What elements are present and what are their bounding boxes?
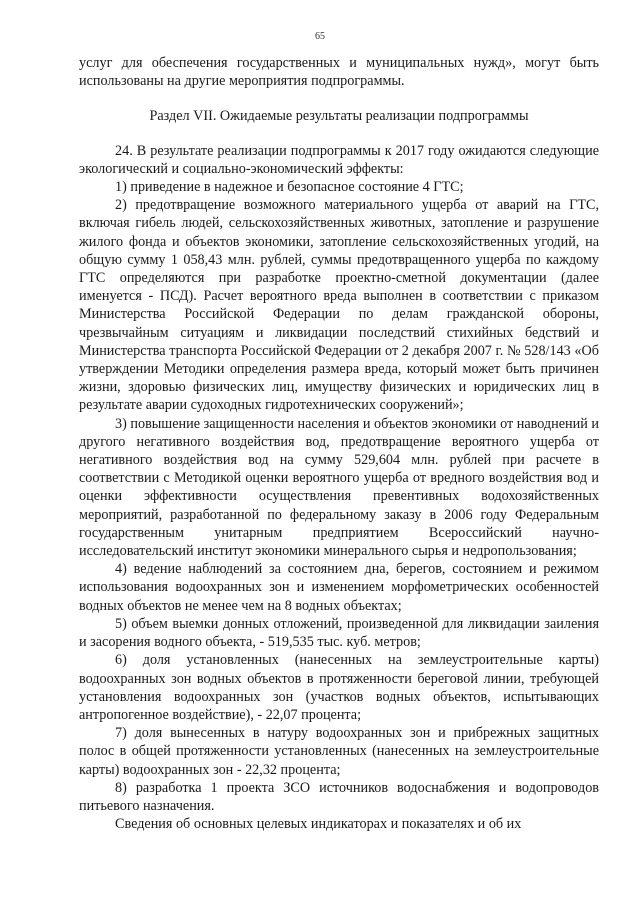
list-item-3: 3) повышение защищенности населения и объектов экономики от наводнений и другого негативного воздействия вод, предотвращение вероятного ущерба от негативного воздействия вод на сумму 529,604 млн. рублей при расчете в соответствии с Методикой оценки вероятного ущерба от вредного воздействия вод и оценки эффективности осуществления превентивных водохозяйственных мероприятий, разработанной по федеральному заказу в 2006 году Федеральным государственным унитарным предприятием Всероссийский научно-исследовательский институт экономики минерального сырья и недропользования; bbox=[79, 415, 599, 560]
section-heading: Раздел VII. Ожидаемые результаты реализации подпрограммы bbox=[149, 108, 529, 125]
list-item-5: 5) объем выемки донных отложений, произведенной для ликвидации заиления и засорения водного объекта, - 519,535 тыс. куб. метров; bbox=[79, 615, 599, 651]
document-body bbox=[79, 54, 599, 833]
list-item-7: 7) доля вынесенных в натуру водоохранных зон и прибрежных защитных полос в общей протяженности установленных (нанесенных на землеустроительные карты) водоохранных зон - 22,32 процента; bbox=[79, 725, 599, 778]
list-item-2: 2) предотвращение возможного материального ущерба от аварий на ГТС, включая гибель людей, сельскохозяйственных животных, затопление и разрушение жилого фонда и объектов экономики, затопление сельскохозяйственных угодий, на общую сумму 1 058,43 млн. рублей, суммы предотвращенного ущерба по каждому ГТС определяются при разработке проектно-сметной документации (далее именуется - ПСД). Расчет вероятного вреда выполнен в соответствии с приказом Министерства Российской Федерации по делам гражданской обороны, чрезвычайным ситуациям и ликвидации последствий стихийных бедствий и Министерства транспорта Российской Федерации от 2 декабря 2007 г. № 528/143 «Об утверждении Методики определения размера вреда, который может быть причинен жизни, здоровью физических лиц, имуществу физических и юридических лиц в результате аварии судоходных гидротехнических сооружений»; bbox=[79, 197, 599, 414]
continuation-paragraph: услуг для обеспечения государственных и муниципальных нужд», могут быть использованы на другие мероприятия подпрограммы. bbox=[79, 55, 599, 90]
closing-paragraph: Сведения об основных целевых индикаторах и показателях и об их bbox=[115, 816, 522, 833]
list-item-8: 8) разработка 1 проекта ЗСО источников водоснабжения и водопроводов питьевого назначения. bbox=[79, 779, 599, 814]
paragraph-item-24: 24. В результате реализации подпрограммы к 2017 году ожидаются следующие экологический и социально-экономический эффекты: bbox=[79, 142, 599, 177]
list-item-6: 6) доля установленных (нанесенных на землеустроительные карты) водоохранных зон водных объектов в протяженности береговой линии, требующей установления водоохранных зон (участков водных объектов, испытывающих антропогенное воздействие), - 22,07 процента; bbox=[79, 652, 599, 723]
list-item-4: 4) ведение наблюдений за состоянием дна, берегов, состоянием и режимом использования водоохранных зон и изменением морфометрических особенностей водных объектов не менее чем на 8 водных объектах; bbox=[79, 561, 599, 614]
list-item-1: 1) приведение в надежное и безопасное состояние 4 ГТС; bbox=[115, 179, 464, 196]
page-number: 65 bbox=[315, 31, 325, 42]
